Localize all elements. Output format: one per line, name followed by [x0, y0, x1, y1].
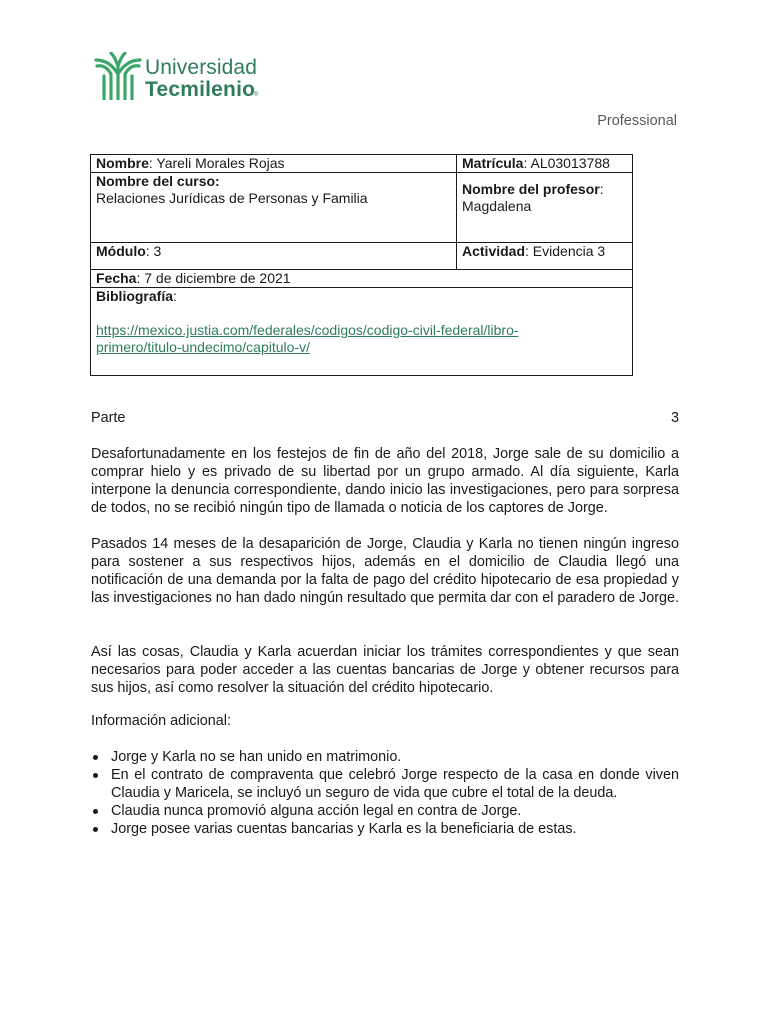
activity-cell [457, 243, 633, 270]
student-name-cell [91, 155, 457, 173]
list-item-text: Claudia nunca promovió alguna acción legal en contra de Jorge. [111, 803, 522, 819]
bibliography-link-line-1[interactable]: https://mexico.justia.com/federales/codigos/codigo-civil-federal/libro- [96, 322, 519, 338]
matricula-label: Matrícula [462, 155, 524, 171]
bullet-icon [93, 773, 98, 778]
student-name-label: Nombre [96, 155, 149, 171]
matricula-cell [457, 155, 633, 173]
paragraph-1: Desafortunadamente en los festejos de fin de año del 2018, Jorge sale de su domicilio a comprar hielo y es privado de su libertad por un grupo armado. Al día siguiente, Karla interpone la denuncia correspondiente, dando inicio las investigaciones, pero para sorpresa de todos, no se recibió ningún tipo de llamada o noticia de los captores de Jorge. [91, 446, 679, 516]
list-item [91, 748, 679, 766]
university-logo [94, 52, 274, 102]
additional-info-list [91, 748, 679, 838]
program-label: Professional [597, 113, 677, 129]
section-number: 3 [670, 410, 679, 426]
bibliography-label: Bibliografía [96, 288, 174, 304]
module-label: Módulo [96, 243, 146, 259]
course-cell [91, 173, 457, 243]
list-item [91, 820, 679, 838]
professor-colon: : [599, 181, 604, 197]
logo-text-tecmilenio: Tecmilenio [145, 78, 256, 101]
logo-text-universidad: Universidad [145, 56, 257, 79]
module-value: : 3 [145, 243, 162, 259]
registered-mark: ® [254, 92, 259, 98]
activity-label: Actividad [462, 243, 526, 259]
bibliography-link-line-2[interactable]: primero/titulo-undecimo/capitulo-v/ [96, 339, 310, 355]
bullet-icon [93, 809, 98, 814]
list-item-text: Jorge y Karla no se han unido en matrimonio. [111, 749, 402, 765]
course-value: Relaciones Jurídicas de Personas y Familia [96, 190, 368, 206]
bibliography-colon: : [173, 288, 177, 304]
professor-cell [457, 173, 633, 243]
tecmilenio-leaf-icon [94, 52, 142, 100]
professor-label: Nombre del profesor [462, 181, 600, 197]
paragraph-3: Así las cosas, Claudia y Karla acuerdan iniciar los trámites correspondientes y que sean necesarios para poder acceder a las cuentas bancarias de Jorge y obtener recursos para sus hijos, así como resolver la situación del crédito hipotecario. [91, 644, 679, 696]
course-label: Nombre del curso: [96, 173, 220, 189]
date-value: : 7 de diciembre de 2021 [136, 270, 291, 286]
list-item [91, 766, 679, 802]
module-cell [91, 243, 457, 270]
student-name-value: : Yareli Morales Rojas [148, 155, 285, 171]
date-label: Fecha [96, 270, 137, 286]
bullet-icon [93, 827, 98, 832]
bibliography-cell [91, 288, 633, 376]
date-cell [91, 270, 633, 288]
list-item [91, 802, 679, 820]
bibliography-link-block [96, 322, 627, 356]
professor-value: Magdalena [462, 198, 532, 214]
student-info-table [90, 154, 633, 376]
bullet-icon [93, 755, 98, 760]
section-heading [91, 409, 679, 427]
list-item-text: Jorge posee varias cuentas bancarias y Karla es la beneficiaria de estas. [111, 821, 577, 837]
additional-info-heading: Información adicional: [91, 713, 231, 729]
activity-value: : Evidencia 3 [525, 243, 606, 259]
matricula-value: : AL03013788 [523, 155, 610, 171]
section-label: Parte [91, 410, 126, 426]
list-item-text: En el contrato de compraventa que celebró Jorge respecto de la casa en donde viven Claudia y Maricela, se incluyó un seguro de vida que cubre el total de la deuda. [111, 767, 679, 801]
paragraph-2: Pasados 14 meses de la desaparición de Jorge, Claudia y Karla no tienen ningún ingreso para sostener a sus respectivos hijos, además en el domicilio de Claudia llegó una notificación de una demanda por la falta de pago del crédito hipotecario de esa propiedad y las investigaciones no han dado ningún resultado que permita dar con el paradero de Jorge. [91, 536, 680, 606]
